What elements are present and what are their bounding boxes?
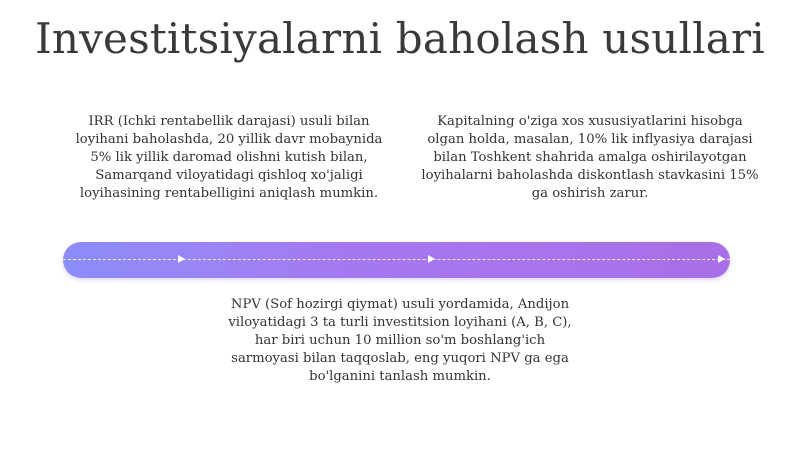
timeline-dashed-line — [63, 259, 730, 260]
timeline-arrow-icon — [718, 255, 725, 263]
timeline-bar — [63, 242, 730, 278]
timeline-arrow-icon — [428, 255, 435, 263]
text-box-npv: NPV (Sof hozirgi qiymat) usuli yordamida, Andijon viloyatidagi 3 ta turli investitsion loyihani (A, B, C), har biri uchun 10 million so'm boshlang'ich sarmoyasi bilan taqqoslab, eng yuqori NPV ga ega bo'lganini tanlash mumkin. — [228, 297, 572, 384]
timeline-arrow-icon — [178, 255, 185, 263]
text-box-irr: IRR (Ichki rentabellik darajasi) usuli bilan loyihani baholashda, 20 yillik davr mobaynida 5% lik yillik daromad olishni kutish bilan, Samarqand viloyatidagi qishloq xo'jaligi loyihasining rentabelligini aniqlash mumkin. — [75, 114, 383, 201]
slide-title: Investitsiyalarni baholash usullari — [35, 14, 765, 63]
text-box-discount-rate: Kapitalning o'ziga xos xususiyatlarini hisobga olgan holda, masalan, 10% lik inflyasiya darajasi bilan Toshkent shahrida amalga oshirilayotgan loyihalarni baholashda diskontlash stavkasini 15% ga oshirish zarur. — [421, 114, 759, 201]
